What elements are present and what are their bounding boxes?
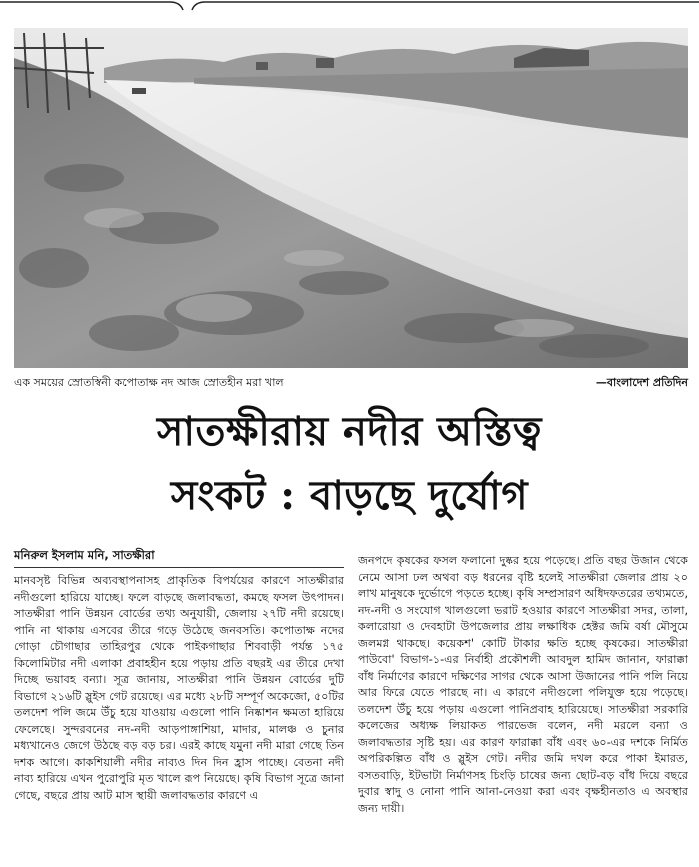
article-text-right: জনপদে কৃষকের ফসল ফলানো দুষ্কর হয়ে পড়েছে। প্রতি বছর উজান থেকে নেমে আসা ঢল অথবা বড় ধরনের বৃষ্টি হলেই সাতক্ষীরা জেলার প্রায় ২০ লাখ মানুষকে দুর্ভোগে পড়তে হচ্ছে। কৃষি সম্প্রসারণ অধিদফতরের তথ্যমতে, নদ-নদী ও সংযোগ খালগুলো ভরাট হওয়ার কারণে সাতক্ষীরা সদর, তালা, কলারোয়া ও দেবহাটা উপজেলার প্রায় লক্ষাধিক হেক্টর জমি বর্ষা মৌসুমে জলমগ্ন থাকছে। কয়েকশ' কোটি টাকার ক্ষতি হচ্ছে কৃষকের। সাতক্ষীরা পাউবো' বিভাগ-১-এর নির্বাহী প্রকৌশলী আবদুল হামিদ জানান, ফারাক্কা বাঁধ নির্মাণের কারণে দক্ষিণের সাগর থেকে আসা উজানের পানি পলি নিয়ে আর ফিরে যেতে পারছে না। এ কারণে নদীগুলো পলিযুক্ত হয়ে পড়েছে। তলদেশ উঁচু হয়ে পড়ায় এগুলো পানিপ্রবাহ হারিয়েছে। সাতক্ষীরা সরকারি কলেজের অধ্যক্ষ লিয়াকত পারভেজ বলেন, নদী মরলে বন্যা ও জলাবদ্ধতার সৃষ্টি হয়। এর কারণ ফারাক্কা বাঁধ এবং ৬০-এর দশকে নির্মিত অপরিকল্পিত বাঁধ ও স্লুইস গেট। নদীর জমি দখল করে পাকা ইমারত, বসতবাড়ি, ইটভাটা নির্মাণসহ চিংড়ি চাষের জন্য ছোট-বড় বাঁধ দিয়ে বছরে দুবার স্বাদু ও নোনা পানি আনা-নেওয়া করা এবং বৃক্ষহীনতাও এ অবস্থার জন্য দায়ী। [358,554,688,815]
article-column-left [14,573,344,867]
photo-credit: —বাংলাদেশ প্রতিদিন [595,376,688,389]
article-text-left: মানবসৃষ্ট বিভিন্ন অব্যবস্থাপনাসহ প্রাকৃতিক বিপর্যয়ের কারণে সাতক্ষীরার নদীগুলো হারিয়ে যাচ্ছে। ফলে বাড়ছে জলাবদ্ধতা, কমছে ফসল উৎপাদন। সাতক্ষীরা পানি উন্নয়ন বোর্ডের তথ্য অনুযায়ী, জেলায় ২৭টি নদী রয়েছে। পানি না থাকায় এসবের তীরে গড়ে উঠেছে জনবসতি। কপোতাক্ষ নদের গোড়া চৌগাছার তাহিরপুর থেকে পাইকগাছার শিববাড়ী পর্যন্ত ১৭৫ কিলোমিটার নদী এলাকা প্রবাহহীন হয়ে পড়ায় প্রতি বছরই এর তীরে দেখা দিচ্ছে ভয়াবহ বন্যা। সূত্র জানায়, সাতক্ষীরা পানি উন্নয়ন বোর্ডের দুটি বিভাগে ২১৬টি স্লুইস গেট রয়েছে। এর মধ্যে ২৮টি সম্পূর্ণ অকেজো, ৫০টির তলদেশ পলি জমে উঁচু হয়ে যাওয়ায় এগুলো পানি নিষ্কাশন ক্ষমতা হারিয়ে ফেলেছে। সুন্দরবনের নদ-নদী আড়পাঙ্গাশিয়া, মাদার, মালঞ্চ ও চুনার মধ্যখানেও জেগে উঠছে বড় বড় চর। এরই কাছে যমুনা নদী মারা গেছে তিন দশক আগে। কাকশিয়ালী নদীর নাব্যও দিন দিন হ্রাস পাচ্ছে। বেতনা নদী নাব্য হারিয়ে এখন পুরোপুরি মৃত খালে রূপ নিয়েছে। কৃষি বিভাগ সূত্রে জানা গেছে, বছরে প্রায় আট মাস স্থায়ী জলাবদ্ধতার কারণে এ [14,574,344,802]
headline [0,400,699,528]
byline-divider [14,567,344,568]
headline-line-1: সাতক্ষীরায় নদীর অস্তিত্ব [156,408,543,455]
caption-text: এক সময়ের স্রোতস্বিনী কপোতাক্ষ নদ আজ স্রোতহীন মরা খাল [14,376,284,389]
byline: মনিরুল ইসলাম মনি, সাতক্ষীরা [14,548,155,562]
page-top-border [0,0,699,14]
headline-line-2: সংকট : বাড়ছে দুর্যোগ [170,472,529,519]
article-column-right [358,553,688,867]
river-photo [14,28,688,368]
photo-caption [14,374,688,393]
